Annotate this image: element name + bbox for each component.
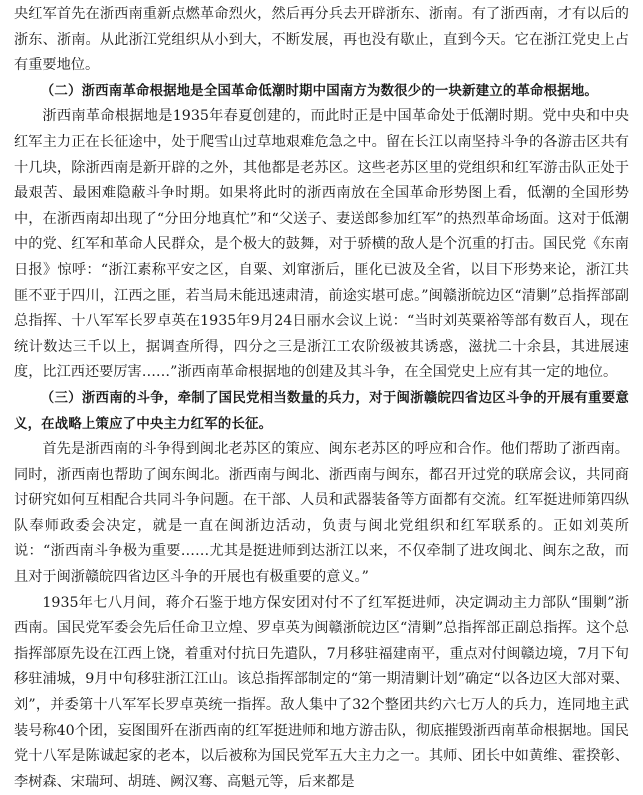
paragraph-continuation: 央红军首先在浙西南重新点燃革命烈火，然后再分兵去开辟浙东、浙南。有了浙西南，才有以后的浙东、浙南。从此浙江党组织从小到大，不断发展，再也没有歇止，直到今天。它在浙江党史上占有重要地位。 — [14, 6, 629, 74]
paragraph: 首先是浙西南的斗争得到闽北老苏区的策应、闽东老苏区的呼应和合作。他们帮助了浙西南。同时，浙西南也帮助了闽东闽北。浙西南与闽北、浙西南与闽东，都召开过党的联席会议，共同商讨研究如何互相配合共同斗争问题。在干部、人员和武器装备等方面都有交流。红军挺进师第四纵队奉师政委会决定，就是一直在闽浙边活动，负责与闽北党组织和红军联系的。正如刘英所说：“浙西南斗争极为重要……尤其是挺进师到达浙江以来，不仅牵制了进攻闽北、闽东之敌，而且对于闽浙赣皖四省边区斗争的开展也有极重要的意义。” — [14, 441, 629, 586]
section-heading-2: （二）浙西南革命根据地是全国革命低潮时期中国南方为数很少的一块新建立的革命根据地。 — [40, 83, 599, 99]
section-heading-3: （三）浙西南的斗争，牵制了国民党相当数量的兵力，对于闽浙赣皖四省边区斗争的开展有重要意义，在战略上策应了中央主力红军的长征。 — [14, 390, 629, 432]
paragraph: 浙西南革命根据地是1935年春夏创建的，而此时正是中国革命处于低潮时期。党中央和中央红军主力正在长征途中，处于爬雪山过草地艰难危急之中。留在长江以南坚持斗争的各游击区共有十几块，除浙西南是新开辟的之外，其他都是老苏区。这些老苏区里的党组织和红军游击队正处于最艰苦、最困难隐蔽斗争时期。如果将此时的浙西南放在全国革命形势图上看，低潮的全国形势中，在浙西南却出现了“分田分地真忙”和“父送子、妻送郎参加红军”的热烈革命场面。这对于低潮中的党、红军和革命人民群众，是个极大的鼓舞，对于骄横的敌人是个沉重的打击。国民党《东南日报》惊呼：“浙江素称平安之区，自粟、刘窜浙后，匪化已波及全省，以目下形势来论，浙江共匪不亚于四川，江西之匪，若当局未能迅速肃清，前途实堪可虑。”闽赣浙皖边区“清剿”总指挥部副总指挥、十八军军长罗卓英在1935年9月24日丽水会议上说：“当时刘英粟裕等部有数百人，现在统计数达三千以上，据调查所得，四分之三是浙江工农阶级被其诱惑，滋扰二十余县，其进展速度，比江西还要厉害……”浙西南革命根据地的创建及其斗争，在全国党史上应有其一定的地位。 — [14, 108, 629, 381]
paragraph: 1935年七八月间，蒋介石鉴于地方保安团对付不了红军挺进师，决定调动主力部队“围剿”浙西南。国民党军委会先后任命卫立煌、罗卓英为闽赣浙皖边区“清剿”总指挥部正副总指挥。这个总指挥部原先设在江西上饶，着重对付抗日先遣队，7月移驻福建南平，重点对付闽赣边境，7月下旬移驻浦城，9月中旬移驻浙江江山。该总指挥部制定的“第一期清剿计划”确定“以各边区大部对粟、刘”，并委第十八军军长罗卓英统一指挥。敌人集中了32个整团共约六七万人的兵力，连同地主武装号称40个团，妄图围歼在浙西南的红军挺进师和地方游击队，彻底摧毁浙西南革命根据地。国民党十八军是陈诚起家的老本，以后被称为国民党军五大主力之一。其师、团长中如黄维、霍揆彰、李树森、宋瑞珂、胡琏、阙汉骞、高魁元等，后来都是 — [14, 594, 629, 790]
